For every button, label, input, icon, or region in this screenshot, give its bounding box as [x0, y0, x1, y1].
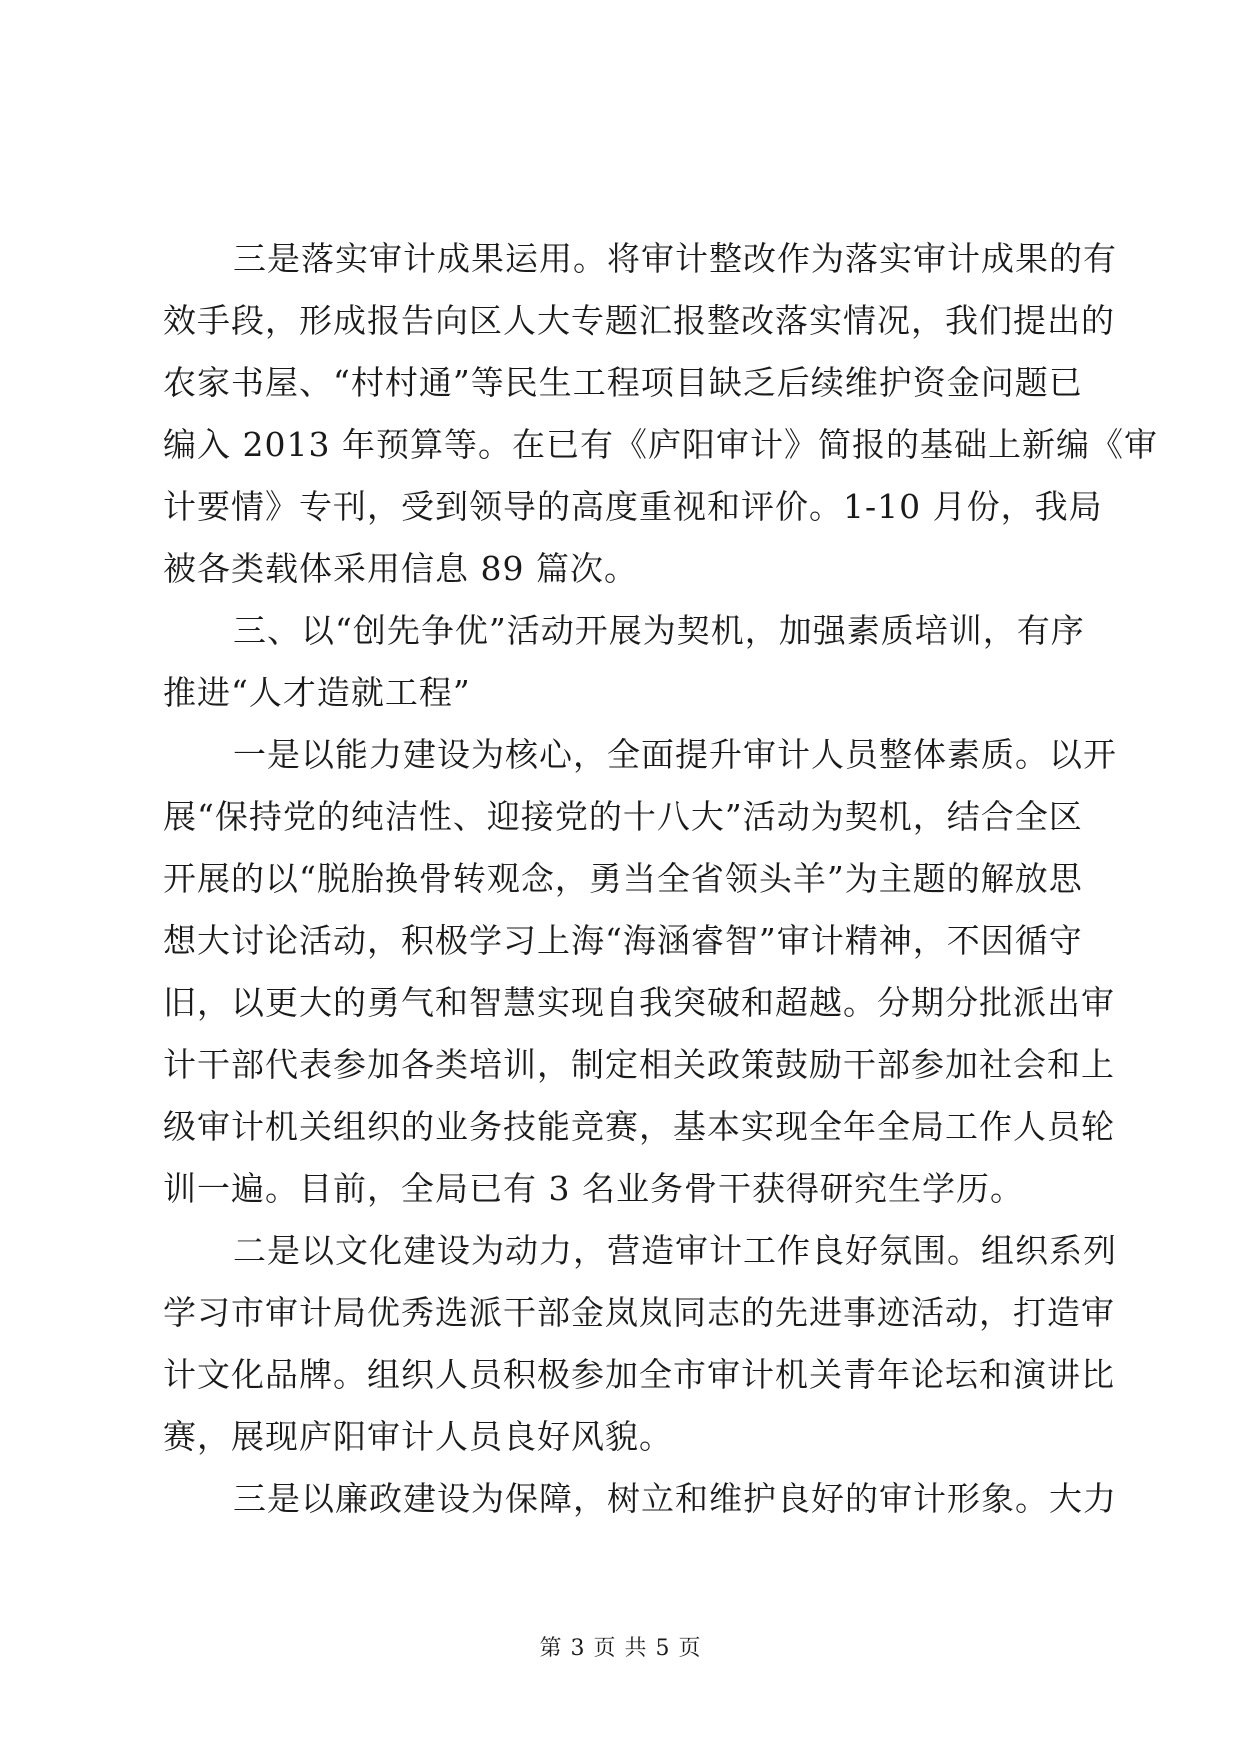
text-line: 想大讨论活动，积极学习上海“海涵睿智”审计精神，不因循守: [163, 921, 1083, 960]
text-line: 二是以文化建设为动力，营造审计工作良好氛围。组织系列: [233, 1231, 1117, 1270]
text-line: 开展的以“脱胎换骨转观念，勇当全省领头羊”为主题的解放思: [163, 859, 1083, 898]
document-body: [163, 228, 1158, 1530]
text-line: 展“保持党的纯洁性、迎接党的十八大”活动为契机，结合全区: [163, 797, 1083, 836]
text-line: 三是落实审计成果运用。将审计整改作为落实审计成果的有: [233, 239, 1117, 278]
text-line: 三、以“创先争优”活动开展为契机，加强素质培训，有序: [233, 611, 1085, 650]
page-footer: 第 3 页 共 5 页: [539, 1636, 702, 1661]
text-line: 训一遍。目前，全局已有 3 名业务骨干获得研究生学历。: [163, 1169, 1024, 1208]
text-line: 被各类载体采用信息 89 篇次。: [163, 549, 638, 588]
text-line: 一是以能力建设为核心，全面提升审计人员整体素质。以开: [233, 735, 1117, 774]
text-line: 效手段，形成报告向区人大专题汇报整改落实情况，我们提出的: [163, 301, 1115, 340]
text-line: 级审计机关组织的业务技能竞赛，基本实现全年全局工作人员轮: [163, 1107, 1115, 1146]
text-line: 计干部代表参加各类培训，制定相关政策鼓励干部参加社会和上: [163, 1045, 1115, 1084]
text-line: 学习市审计局优秀选派干部金岚岚同志的先进事迹活动，打造审: [163, 1293, 1115, 1332]
text-line: 三是以廉政建设为保障，树立和维护良好的审计形象。大力: [233, 1479, 1117, 1518]
text-line: 农家书屋、“村村通”等民生工程项目缺乏后续维护资金问题已: [163, 363, 1083, 402]
text-line: 赛，展现庐阳审计人员良好风貌。: [163, 1417, 673, 1456]
text-line: 编入 2013 年预算等。在已有《庐阳审计》简报的基础上新编《审: [163, 425, 1158, 464]
text-line: 推进“人才造就工程”: [163, 673, 471, 712]
text-line: 计要情》专刊，受到领导的高度重视和评价。1-10 月份，我局: [163, 487, 1103, 526]
text-line: 旧，以更大的勇气和智慧实现自我突破和超越。分期分批派出审: [163, 983, 1115, 1022]
text-line: 计文化品牌。组织人员积极参加全市审计机关青年论坛和演讲比: [163, 1355, 1115, 1394]
